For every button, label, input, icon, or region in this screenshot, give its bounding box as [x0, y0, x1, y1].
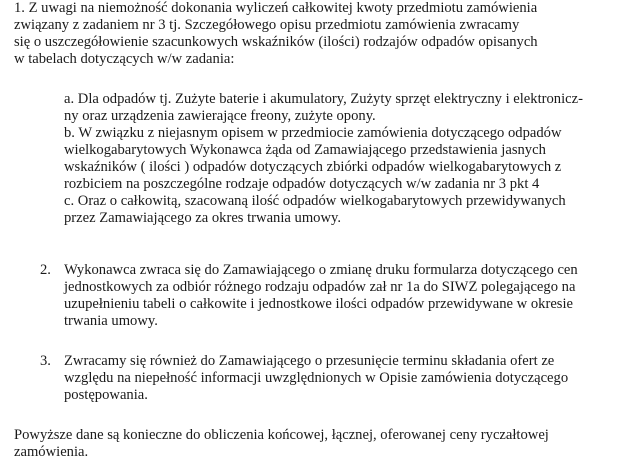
closing-line-2: zamówienia. [14, 444, 89, 460]
closing-line-1: Powyższe dane są konieczne do obliczenia końcowej, łącznej, oferowanej ceny ryczałtowej [14, 427, 549, 443]
item1-sub-a-line-2: ny oraz urządzenia zawierające freony, zużyte opony. [64, 108, 376, 124]
item1-sub-b-line-3: wskaźników ( ilości ) odpadów dotyczących zbiórki odpadów wielkogabarytowych z [64, 159, 562, 175]
item3-line-1: Zwracamy się również do Zamawiającego o przesunięcie terminu składania ofert ze [64, 353, 555, 369]
item1-line-4: w tabelach dotyczących w/w zadania: [14, 51, 235, 67]
item2-line-3: uzupełnieniu tabeli o całkowite i jednostkowe ilości odpadów przewidywane w okresie [64, 296, 574, 312]
item3-line-3: postępowania. [64, 387, 148, 403]
item3-number: 3. [40, 353, 51, 369]
item2-line-4: trwania umowy. [64, 313, 158, 329]
item1-sub-a-line-1: a. Dla odpadów tj. Zużyte baterie i akumulatory, Zużyty sprzęt elektryczny i elektronicz- [64, 91, 583, 107]
item1-sub-b-line-2: wielkogabarytowych Wykonawca żąda od Zamawiającego przedstawienia jasnych [64, 142, 546, 158]
item1-sub-c-line-2: przez Zamawiającego za okres trwania umowy. [64, 210, 342, 226]
item2-line-1: Wykonawca zwraca się do Zamawiającego o zmianę druku formularza dotyczącego cen [64, 262, 578, 278]
item2-line-2: jednostkowych za odbiór różnego rodzaju odpadów zał nr 1a do SIWZ polegającego na [64, 279, 576, 295]
item1-line-1: 1. Z uwagi na niemożność dokonania wyliczeń całkowitej kwoty przedmiotu zamówienia [14, 0, 538, 16]
item1-sub-b-line-4: rozbiciem na poszczególne rodzaje odpadów dotyczących w/w zadania nr 3 pkt 4 [64, 176, 540, 192]
item1-line-3: się o uszczegółowienie szacunkowych wskaźników (ilości) rodzajów odpadów opisanych [14, 34, 538, 50]
item1-sub-c-line-1: c. Oraz o całkowitą, szacowaną ilość odpadów wielkogabarytowych przewidywanych [64, 193, 566, 209]
item1-sub-b-line-1: b. W związku z niejasnym opisem w przedmiocie zamówienia dotyczącego odpadów [64, 125, 562, 141]
item2-number: 2. [40, 262, 51, 278]
item1-line-2: związany z zadaniem nr 3 tj. Szczegółowego opisu przedmiotu zamówienia zwracamy [14, 17, 520, 33]
item3-line-2: względu na niepełność informacji uwzględnionych w Opisie zamówienia dotyczącego [64, 370, 569, 386]
